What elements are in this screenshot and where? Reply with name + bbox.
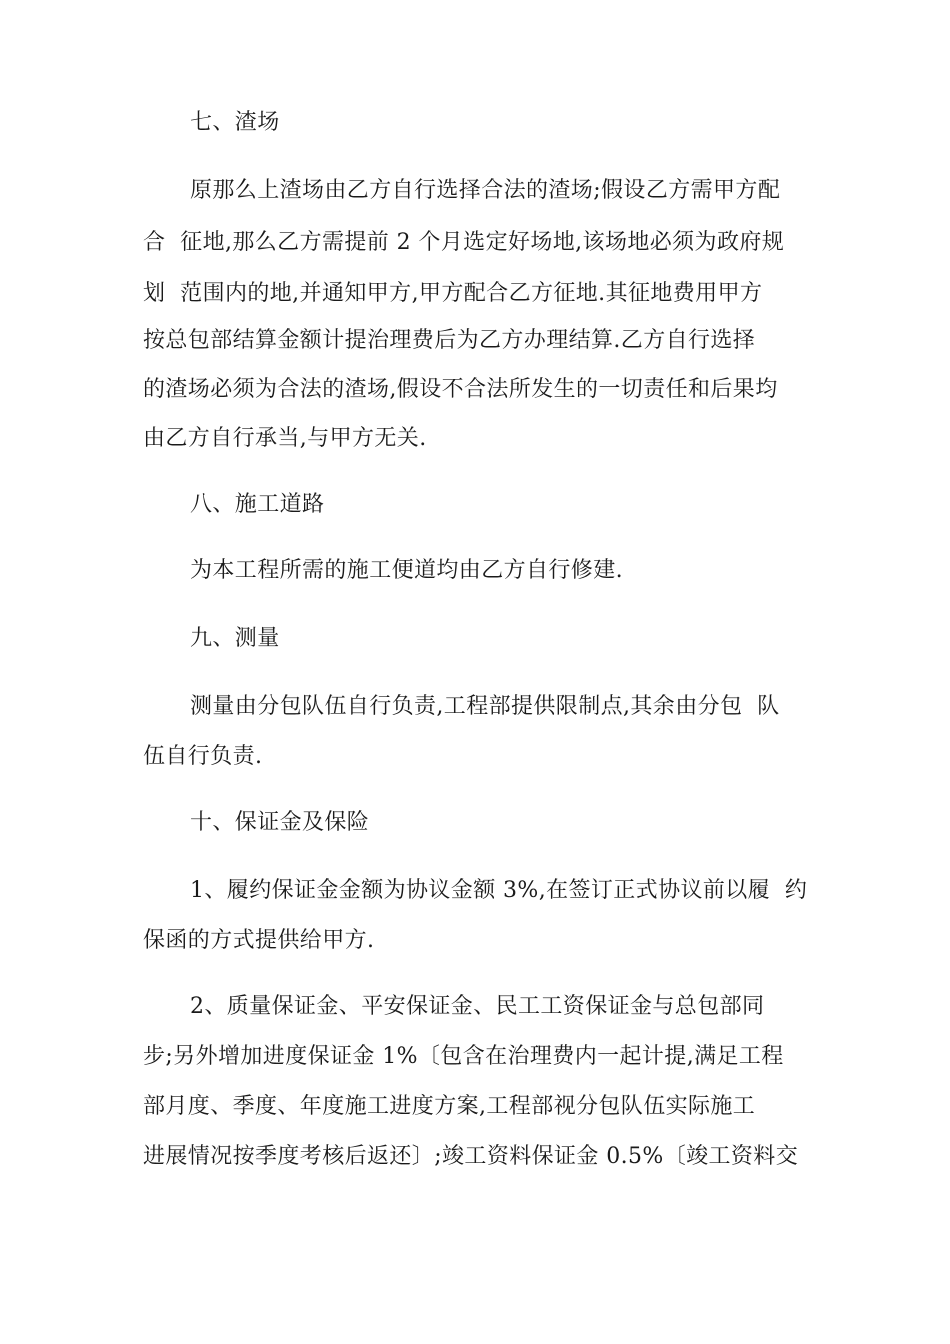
section-7-line-1: 原那么上渣场由乙方自行选择合法的渣场;假设乙方需甲方配 [190,178,781,203]
section-10-item-2-line-2: 步;另外增加进度保证金 1%〔包含在治理费内一起计提,满足工程 [143,1044,784,1069]
section-10-item-1-line-1: 1、履约保证金金额为协议金额 3%,在签订正式协议前以履 约 [190,878,808,903]
section-10-item-2-line-3: 部月度、季度、年度施工进度方案,工程部视分包队伍实际施工 [143,1094,756,1119]
section-7-line-3: 划 范围内的地,并通知甲方,甲方配合乙方征地.其征地费用甲方 [143,281,763,306]
section-7-line-6: 由乙方自行承当,与甲方无关. [143,426,427,451]
section-7-line-2: 合 征地,那么乙方需提前 2 个月选定好场地,该场地必须为政府规 [143,230,785,255]
section-10-heading: 十、保证金及保险 [190,810,370,835]
section-9-heading: 九、测量 [190,626,280,651]
section-10-item-2-line-1: 2、质量保证金、平安保证金、民工工资保证金与总包部同 [190,994,765,1019]
section-9-line-2: 伍自行负责. [143,744,263,769]
section-7-line-5: 的渣场必须为合法的渣场,假设不合法所发生的一切责任和后果均 [143,377,778,402]
section-8-heading: 八、施工道路 [190,492,325,517]
section-9-line-1: 测量由分包队伍自行负责,工程部提供限制点,其余由分包 队 [190,694,780,719]
section-7-heading: 七、渣场 [190,110,280,135]
section-10-item-2-line-4: 进展情况按季度考核后返还〕;竣工资料保证金 0.5%〔竣工资料交 [143,1144,799,1169]
section-10-item-1-line-2: 保函的方式提供给甲方. [143,928,375,953]
section-8-line-1: 为本工程所需的施工便道均由乙方自行修建. [190,558,623,583]
section-7-line-4: 按总包部结算金额计提治理费后为乙方办理结算.乙方自行选择 [143,328,756,353]
